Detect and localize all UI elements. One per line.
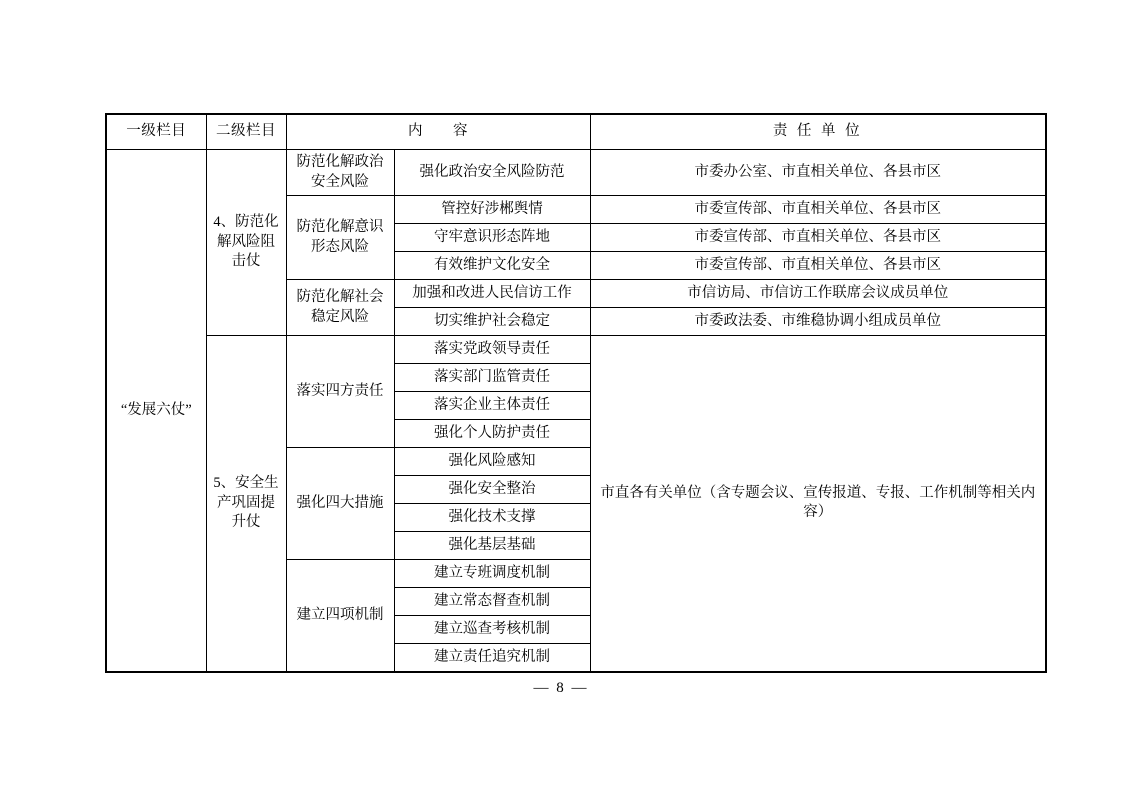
cell-content: 有效维护文化安全 — [394, 252, 590, 280]
cell-content: 强化基层基础 — [394, 532, 590, 560]
cell-content: 建立巡查考核机制 — [394, 616, 590, 644]
schedule-table — [105, 113, 1047, 673]
cell-content: 强化风险感知 — [394, 448, 590, 476]
cell-level2-label: 5、安全生产巩固提升仗 — [206, 336, 286, 672]
cell-content: 落实部门监管责任 — [394, 364, 590, 392]
cell-content: 建立责任追究机制 — [394, 644, 590, 672]
header-level1: 一级栏目 — [106, 114, 206, 150]
cell-subgroup-label: 防范化解意识形态风险 — [286, 196, 394, 280]
cell-subgroup-label: 落实四方责任 — [286, 336, 394, 448]
cell-content: 强化政治安全风险防范 — [394, 150, 590, 196]
page-number: — 8 — — [533, 680, 589, 696]
cell-responsible: 市委政法委、市维稳协调小组成员单位 — [590, 308, 1046, 336]
cell-responsible: 市直各有关单位（含专题会议、宣传报道、专报、工作机制等相关内容） — [590, 336, 1046, 672]
cell-subgroup-label: 强化四大措施 — [286, 448, 394, 560]
header-level2: 二级栏目 — [206, 114, 286, 150]
cell-level1-label: “发展六仗” — [106, 150, 206, 672]
schedule-table-container — [105, 113, 1045, 673]
cell-subgroup-label: 防范化解政治安全风险 — [286, 150, 394, 196]
cell-content: 落实企业主体责任 — [394, 392, 590, 420]
cell-content: 守牢意识形态阵地 — [394, 224, 590, 252]
cell-subgroup-label: 防范化解社会稳定风险 — [286, 280, 394, 336]
cell-content: 管控好涉郴舆情 — [394, 196, 590, 224]
cell-level2-label: 4、防范化解风险阻击仗 — [206, 150, 286, 336]
header-content: 内 容 — [286, 114, 590, 150]
cell-content: 切实维护社会稳定 — [394, 308, 590, 336]
cell-responsible: 市委宣传部、市直相关单位、各县市区 — [590, 224, 1046, 252]
cell-content: 落实党政领导责任 — [394, 336, 590, 364]
cell-subgroup-label: 建立四项机制 — [286, 560, 394, 672]
cell-content: 建立专班调度机制 — [394, 560, 590, 588]
header-responsible: 责 任 单 位 — [590, 114, 1046, 150]
table-row — [106, 336, 1046, 364]
cell-content: 强化安全整治 — [394, 476, 590, 504]
cell-content: 强化技术支撑 — [394, 504, 590, 532]
cell-responsible: 市信访局、市信访工作联席会议成员单位 — [590, 280, 1046, 308]
cell-content: 建立常态督查机制 — [394, 588, 590, 616]
cell-content: 强化个人防护责任 — [394, 420, 590, 448]
cell-responsible: 市委宣传部、市直相关单位、各县市区 — [590, 196, 1046, 224]
table-header-row — [106, 114, 1046, 150]
cell-content: 加强和改进人民信访工作 — [394, 280, 590, 308]
cell-responsible: 市委宣传部、市直相关单位、各县市区 — [590, 252, 1046, 280]
table-row — [106, 150, 1046, 196]
cell-responsible: 市委办公室、市直相关单位、各县市区 — [590, 150, 1046, 196]
